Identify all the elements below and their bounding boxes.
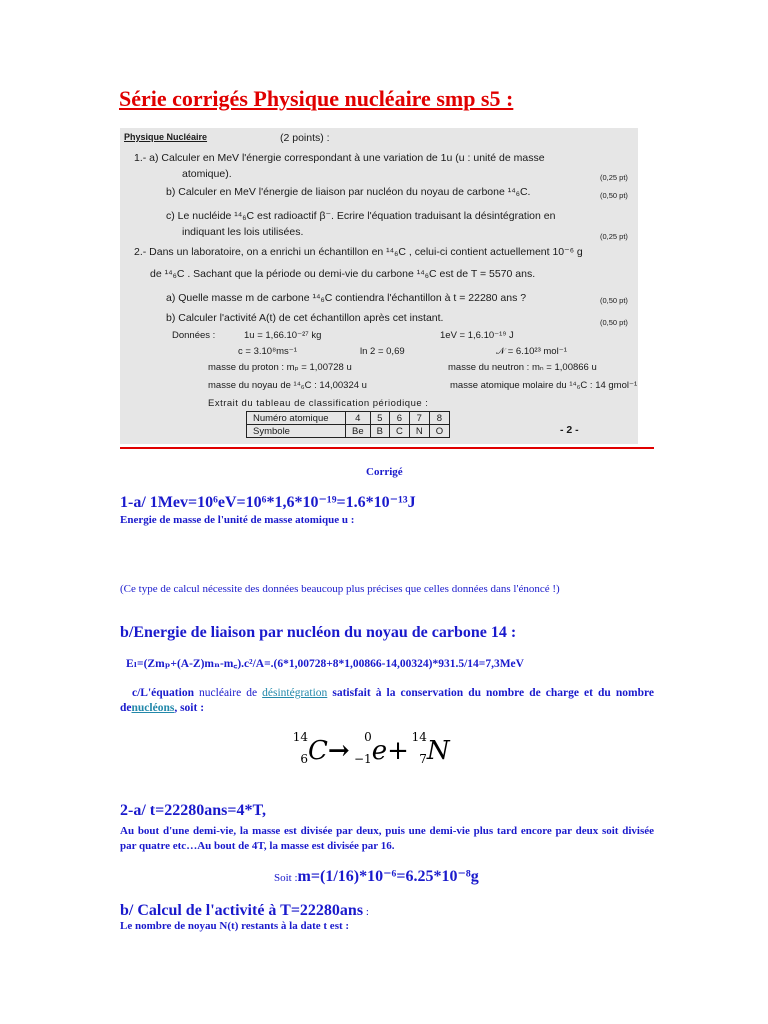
scan-data: c = 3.10⁸ms⁻¹ (238, 346, 297, 357)
scan-data: masse du neutron : mₙ = 1,00866 u (448, 362, 597, 373)
carbon-symbol: C (308, 736, 328, 766)
mass-result-line (274, 866, 479, 886)
scan-data: ln 2 = 0,69 (360, 346, 405, 357)
mass-number: 14 (292, 730, 308, 744)
scanned-exam-image (120, 128, 638, 444)
scan-donnees-label: Données : (172, 330, 216, 341)
scan-data: masse atomique molaire du ¹⁴₆C : 14 gmol⁻¹ (450, 380, 638, 391)
table-cell: O (429, 425, 449, 438)
atomic-number: −1 (354, 752, 372, 766)
table-cell: N (409, 425, 429, 438)
decay-equation (290, 730, 450, 770)
answer-2a-text: Au bout d'une demi-vie, la masse est divisée par deux, puis une demi-vie plus tard encore par deux soit divisée par quatre etc…Au bout de 4T, la masse est divisée par 16. (120, 825, 654, 852)
desintegration-link[interactable]: désintégration (262, 687, 328, 699)
table-cell: 5 (370, 412, 389, 425)
atomic-number: 6 (300, 752, 308, 766)
table-row (247, 425, 450, 438)
periodic-table-extract (246, 411, 450, 438)
binding-energy-formula: Eₗ=(Zmₚ+(A-Z)mₙ-m꜀).c²/A=.(6*1,00728+8*1,00866-14,00324)*931.5/14=7,3MeV (126, 658, 524, 670)
mass-number: 0 (364, 730, 372, 744)
scan-data: 1u = 1,66.10⁻²⁷ kg (244, 330, 322, 341)
nitrogen-symbol: N (426, 736, 450, 766)
scan-line: indiquant les lois utilisées. (182, 226, 304, 238)
corrige-heading: Corrigé (366, 466, 403, 478)
atomic-number: 7 (419, 752, 427, 766)
divider (120, 447, 654, 449)
answer-2b-text: Le nombre de noyau N(t) restants à la date t est : (120, 920, 350, 932)
scan-line: b) Calculer en MeV l'énergie de liaison par nucléon du noyau de carbone ¹⁴₆C. (166, 186, 531, 198)
answer-1c-label: c/L'équation (132, 687, 194, 699)
answer-2b-colon: : (363, 906, 369, 918)
electron-symbol: e (371, 736, 388, 766)
mass-number: 14 (411, 730, 427, 744)
scan-extrait: Extrait du tableau de classification périodique : (208, 398, 429, 409)
table-cell: 7 (409, 412, 429, 425)
mass-result: m=(1/16)*10⁻⁶=6.25*10⁻⁸g (297, 868, 479, 885)
answer-1c-text: , soit : (174, 702, 205, 714)
nitrogen-nucleon-numbers (409, 730, 427, 770)
scan-data: masse du proton : mₚ = 1,00728 u (208, 362, 352, 373)
table-cell: B (370, 425, 389, 438)
scan-line: 1.- a) Calculer en MeV l'énergie correspondant à une variation de 1u (u : unité de masse (134, 152, 545, 164)
scan-points-label: (0,25 pt) (600, 173, 628, 182)
scan-line: atomique). (182, 168, 232, 180)
scan-line: 2.- Dans un laboratoire, on a enrichi un échantillon en ¹⁴₆C , celui-ci contient actuellement 10⁻⁶ g (134, 246, 583, 258)
scan-line: a) Quelle masse m de carbone ¹⁴₆C contiendra l'échantillon à t = 22280 ans ? (166, 292, 527, 304)
page-title: Série corrigés Physique nucléaire smp s5 : (119, 86, 514, 111)
answer-2b-heading-line (120, 902, 369, 920)
answer-1c-paragraph (120, 686, 654, 716)
scan-page-number: - 2 - (560, 424, 579, 436)
scan-line: c) Le nucléide ¹⁴₆C est radioactif β⁻. Ecrire l'équation traduisant la désintégration en (166, 210, 556, 222)
table-cell: Be (346, 425, 371, 438)
scan-points-label: (0,50 pt) (600, 296, 628, 305)
scan-data: masse du noyau de ¹⁴₆C : 14,00324 u (208, 380, 367, 391)
scan-points: (2 points) : (280, 132, 330, 144)
nucleons-link[interactable]: nucléons (131, 702, 175, 714)
scan-points-label: (0,50 pt) (600, 318, 628, 327)
scan-points-label: (0,50 pt) (600, 191, 628, 200)
answer-1c-text: satisfait à la conservation du nombre de charge et du nombre de (120, 687, 654, 714)
electron-numbers (350, 730, 372, 770)
scan-data: 𝒩 = 6.10²³ mol⁻¹ (496, 346, 567, 357)
scan-line: b) Calculer l'activité A(t) de cet échantillon après cet instant. (166, 312, 444, 324)
answer-1c-text: nucléaire de (193, 687, 263, 699)
scan-points-label: (0,25 pt) (600, 232, 628, 241)
table-cell: Numéro atomique (247, 412, 346, 425)
carbon-nucleon-numbers (290, 730, 308, 770)
plus-sign: + (387, 736, 409, 766)
table-cell: C (389, 425, 409, 438)
table-cell: 4 (346, 412, 371, 425)
table-row (247, 412, 450, 425)
answer-1b-heading: b/Energie de liaison par nucléon du noyau de carbone 14 : (120, 624, 517, 641)
scan-line: de ¹⁴₆C . Sachant que la période ou demi-vie du carbone ¹⁴₆C est de T = 5570 ans. (150, 268, 536, 280)
precision-note: (Ce type de calcul nécessite des données beaucoup plus précises que celles données dans l'énoncé !) (120, 583, 560, 595)
answer-1a-heading: 1-a/ 1Mev=10⁶eV=10⁶*1,6*10⁻¹⁹=1.6*10⁻¹³J (120, 494, 416, 511)
answer-1a-subtitle: Energie de masse de l'unité de masse atomique u : (120, 514, 355, 526)
table-cell: 8 (429, 412, 449, 425)
scan-data: 1eV = 1,6.10⁻¹⁹ J (440, 330, 514, 341)
table-cell: Symbole (247, 425, 346, 438)
soit-label: Soit : (274, 872, 298, 884)
scan-header: Physique Nucléaire (124, 132, 208, 142)
arrow-icon: → (327, 736, 350, 766)
answer-2a-heading: 2-a/ t=22280ans=4*T, (120, 802, 266, 819)
table-cell: 6 (389, 412, 409, 425)
answer-2b-heading: b/ Calcul de l'activité à T=22280ans (120, 902, 364, 919)
